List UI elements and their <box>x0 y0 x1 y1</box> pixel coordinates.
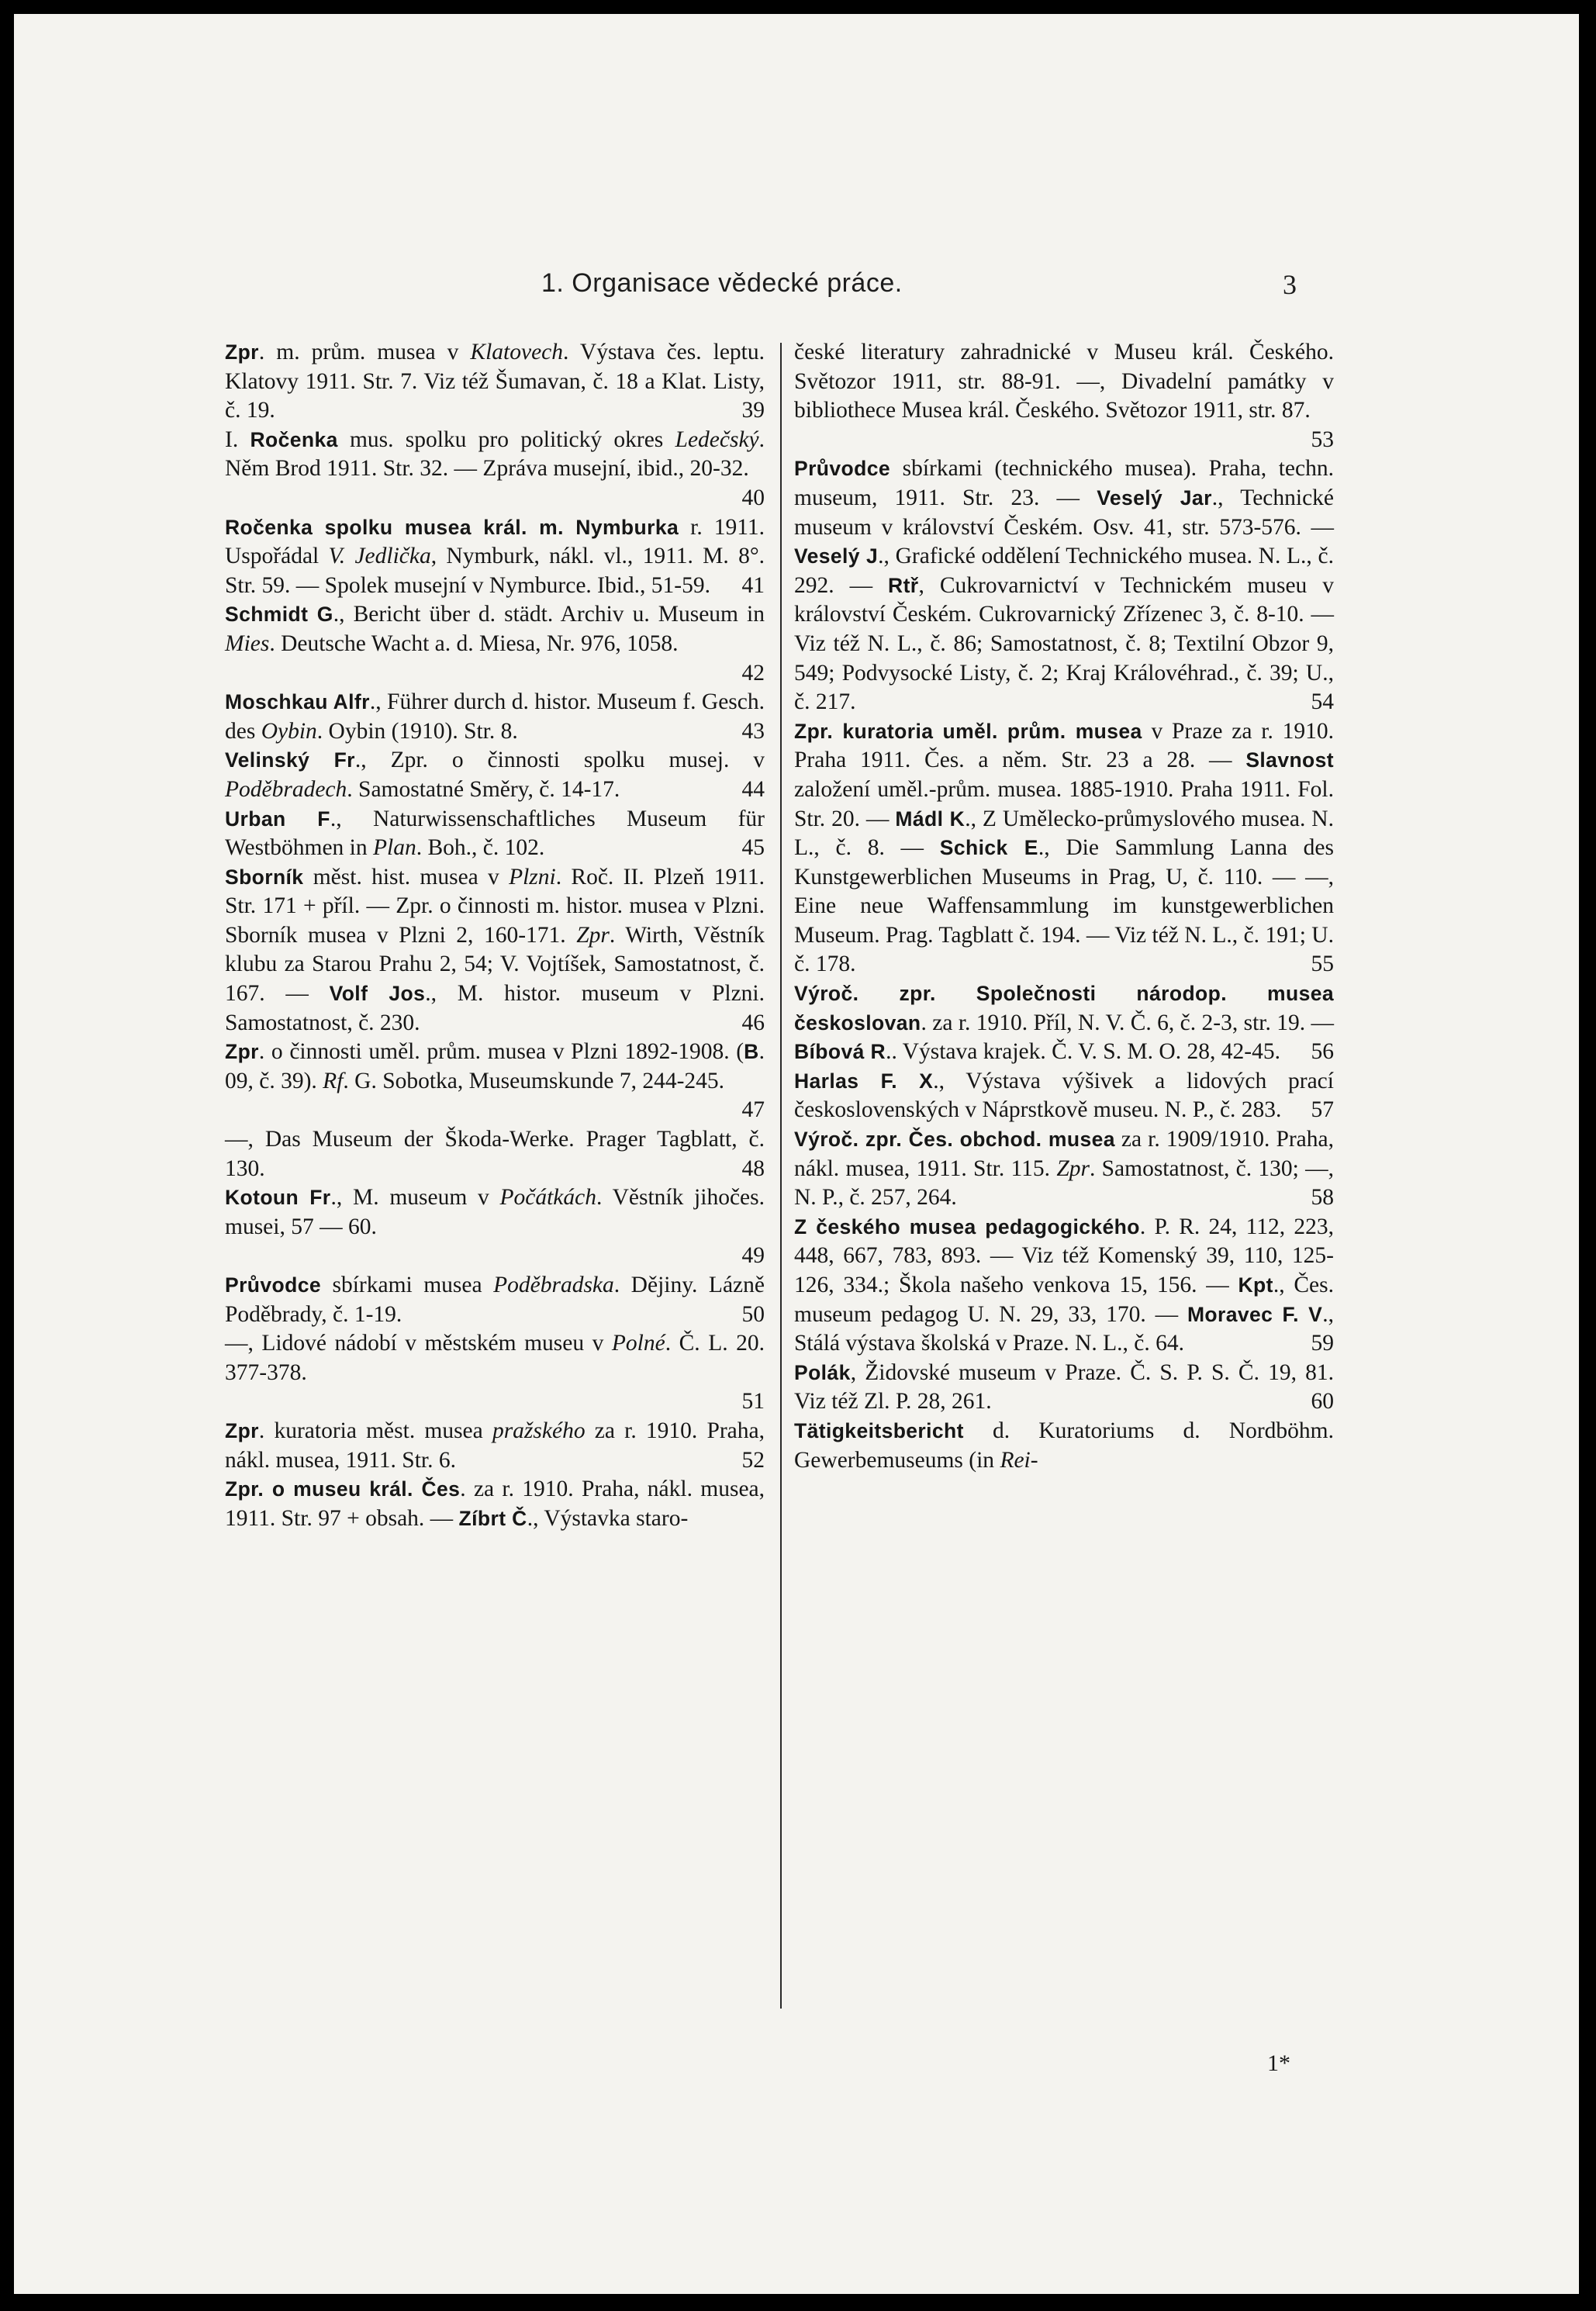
entry-number: 50 <box>741 1301 765 1327</box>
bibliography-entry <box>794 1359 1334 1417</box>
entry-text: —, Lidové nádobí v městském museu v Polné. Č. L. 20. 377-378. <box>225 1331 765 1385</box>
entry-text: Urban F., Naturwissenschaftliches Museum für Westböhmen in Plan. Boh., č. 102. <box>225 806 765 861</box>
column-divider <box>780 343 782 2009</box>
bibliography-entry <box>225 1038 765 1125</box>
running-header <box>14 268 1579 306</box>
entry-text: Sborník měst. hist. musea v Plzni. Roč. II. Plzeň 1911. Str. 171 + příl. — Zpr. o činnosti m. histor. musea v Plzni. Sborník musea v Plzni 2, 160-171. Zpr. Wirth, Věstník klubu za Starou Prahu 2, 54; V. Vojtíšek, Samostatnost, č. 167. — Volf Jos., M. histor. museum v Plzni. Samostatnost, č. 230. <box>225 864 765 1035</box>
bibliography-entry <box>225 513 765 601</box>
entry-number: 45 <box>741 835 765 861</box>
bibliography-entry <box>794 979 1334 1067</box>
running-title: 1. Organisace vědecké práce. <box>541 268 903 298</box>
entry-text: Průvodce sbírkami (technického musea). Praha, techn. museum, 1911. Str. 23. — Veselý Jar., Technické museum v království Českém. Osv. 41, str. 573-576. — Veselý J., Grafické oddělení Technického musea. N. L., č. 292. — Rtř, Cukrovarnictví v Technickém museu v království Českém. Cukrovarnický Zřízenec 3, č. 8-10. — Viz též N. L., č. 86; Samostatnost, č. 8; Textilní Obzor 9, 549; Podvysocké Listy, č. 2; Kraj Královéhrad., č. 39; U., č. 217. <box>794 456 1335 715</box>
bibliography-entry <box>225 338 765 426</box>
entry-text: I. Ročenka mus. spolku pro politický okres Ledečský. Něm Brod 1911. Str. 32. — Zpráva musejní, ibid., 20-32. <box>225 427 765 482</box>
entry-number: 43 <box>741 718 765 744</box>
bibliography-entry <box>225 746 765 804</box>
entry-number: 47 <box>741 1097 765 1123</box>
bibliography-entry <box>794 1213 1334 1359</box>
entry-text: Kotoun Fr., M. museum v Počátkách. Věstník jihočes. musei, 57 — 60. <box>225 1185 765 1239</box>
entry-text: —, Das Museum der Škoda-Werke. Prager Tagblatt, č. 130. <box>225 1127 765 1181</box>
entry-text: Ročenka spolku musea král. m. Nymburka r. 1911. Uspořádal V. Jedlička, Nymburk, nákl. vl., 1911. M. 8°. Str. 59. — Spolek musejní v Nymburce. Ibid., 51-59. <box>225 514 765 598</box>
bibliography-entry <box>225 863 765 1038</box>
bibliography-entry <box>225 1271 765 1329</box>
entry-number: 58 <box>1311 1185 1334 1211</box>
bibliography-entry <box>794 1125 1334 1213</box>
bibliography-entry <box>794 454 1334 717</box>
entry-text: Polák, Židovské museum v Praze. Č. S. P. S. Č. 19, 81. Viz též Zl. P. 28, 261. <box>794 1359 1334 1415</box>
entry-number: 51 <box>741 1389 765 1415</box>
entry-text: Zpr. kuratoria měst. musea pražského za r. 1910. Praha, nákl. musea, 1911. Str. 6. <box>225 1418 765 1473</box>
entry-number: 42 <box>741 660 765 686</box>
entry-text: Zpr. kuratoria uměl. prům. musea v Praze za r. 1910. Praha 1911. Čes. a něm. Str. 23 a 28. — Slavnost založení uměl.-prům. musea. 1885-1910. Praha 1911. Fol. Str. 20. — Mádl K., Z Umělecko-průmyslového musea. N. L., č. 8. — Schick E., Die Sammlung Lanna des Kunstgewerblichen Museums in Prag, U, č. 110. — —, Eine neue Waffensammlung im kunstgewerblichen Museum. Prag. Tagblatt č. 194. — Viz též N. L., č. 191; U. č. 178. <box>794 718 1334 977</box>
entry-text: české literatury zahradnické v Museu král. Českého. Světozor 1911, str. 88-91. —, Divadelní památky v bibliothece Musea král. Českého. Světozor 1911, str. 87. <box>794 340 1334 423</box>
bibliography-entry <box>225 426 765 513</box>
page-number: 3 <box>1283 269 1297 300</box>
entry-text: Moschkau Alfr., Führer durch d. histor. Museum f. Gesch. des Oybin. Oybin (1910). Str. 8. <box>225 689 765 744</box>
entry-text: Zpr. o činnosti uměl. prům. musea v Plzni 1892-1908. (B. 09, č. 39). Rf. G. Sobotka, Museumskunde 7, 244-245. <box>225 1039 765 1093</box>
entry-text: Z českého musea pedagogického. P. R. 24, 112, 223, 448, 667, 783, 893. — Viz též Komenský 39, 110, 125-126, 334.; Škola našeho venkova 15, 156. — Kpt., Čes. museum pedagog U. N. 29, 33, 170. — Moravec F. V., Stálá výstava školská v Praze. N. L., č. 64. <box>794 1214 1335 1356</box>
bibliography-entry <box>225 805 765 863</box>
entry-number: 41 <box>741 572 765 598</box>
entry-number: 54 <box>1311 689 1334 715</box>
entry-number: 39 <box>741 398 765 423</box>
bibliography-entry <box>794 1417 1334 1475</box>
entry-number: 57 <box>1311 1097 1334 1123</box>
bibliography-entry <box>794 717 1334 979</box>
entry-text: Tätigkeitsbericht d. Kuratoriums d. Nordböhm. Gewerbemuseums (in Rei- <box>794 1418 1334 1473</box>
book-page <box>14 14 1579 2294</box>
entry-number: 46 <box>741 1010 765 1035</box>
entry-text: Výroč. zpr. Společnosti národop. musea českoslovan. za r. 1910. Příl, N. V. Č. 6, č. 2-3, str. 19. — Bíbová R.. Výstava krajek. Č. V. S. M. O. 28, 42-45. <box>794 982 1334 1065</box>
bibliography-entry <box>794 1067 1334 1125</box>
signature-mark: 1* <box>1267 2050 1290 2076</box>
entry-number: 59 <box>1311 1331 1334 1356</box>
entry-number: 56 <box>1311 1039 1334 1065</box>
bibliography-entry <box>225 1125 765 1183</box>
bibliography-entry <box>225 600 765 688</box>
entry-number: 55 <box>1311 952 1334 977</box>
entry-number: 53 <box>1311 427 1334 452</box>
entry-text: Schmidt G., Bericht über d. städt. Archiv u. Museum in Mies. Deutsche Wacht a. d. Miesa, Nr. 976, 1058. <box>225 602 765 656</box>
entry-number: 48 <box>741 1156 765 1181</box>
bibliography-entry <box>225 688 765 746</box>
entry-number: 52 <box>741 1447 765 1473</box>
entry-number: 49 <box>741 1243 765 1269</box>
entry-text: Velinský Fr., Zpr. o činnosti spolku musej. v Poděbradech. Samostatné Směry, č. 14-17. <box>225 748 765 802</box>
bibliography-entry <box>225 1183 765 1271</box>
entry-number: 60 <box>1311 1389 1334 1415</box>
right-column <box>794 338 1334 1475</box>
entry-text: Zpr. m. prům. musea v Klatovech. Výstava čes. leptu. Klatovy 1911. Str. 7. Viz též Šumavan, č. 18 a Klat. Listy, č. 19. <box>225 340 765 423</box>
bibliography-entry <box>794 338 1334 454</box>
left-column <box>225 338 765 1533</box>
entry-text: Průvodce sbírkami musea Poděbradska. Dějiny. Lázně Poděbrady, č. 1-19. <box>225 1273 765 1327</box>
bibliography-entry <box>225 1417 765 1475</box>
entry-number: 44 <box>741 776 765 802</box>
entry-number: 40 <box>741 485 765 510</box>
entry-text: Harlas F. X., Výstava výšivek a lidových prací československých v Náprstkově museu. N. P., č. 283. <box>794 1068 1334 1123</box>
entry-text: Výroč. zpr. Čes. obchod. musea za r. 1909/1910. Praha, nákl. musea, 1911. Str. 115. Zpr. Samostatnost, č. 130; —, N. P., č. 257, 264. <box>794 1127 1334 1211</box>
bibliography-entry <box>225 1475 765 1533</box>
bibliography-entry <box>225 1329 765 1417</box>
entry-text: Zpr. o museu král. Čes. za r. 1910. Praha, nákl. musea, 1911. Str. 97 + obsah. — Zíbrt Č., Výstavka staro- <box>225 1477 765 1531</box>
